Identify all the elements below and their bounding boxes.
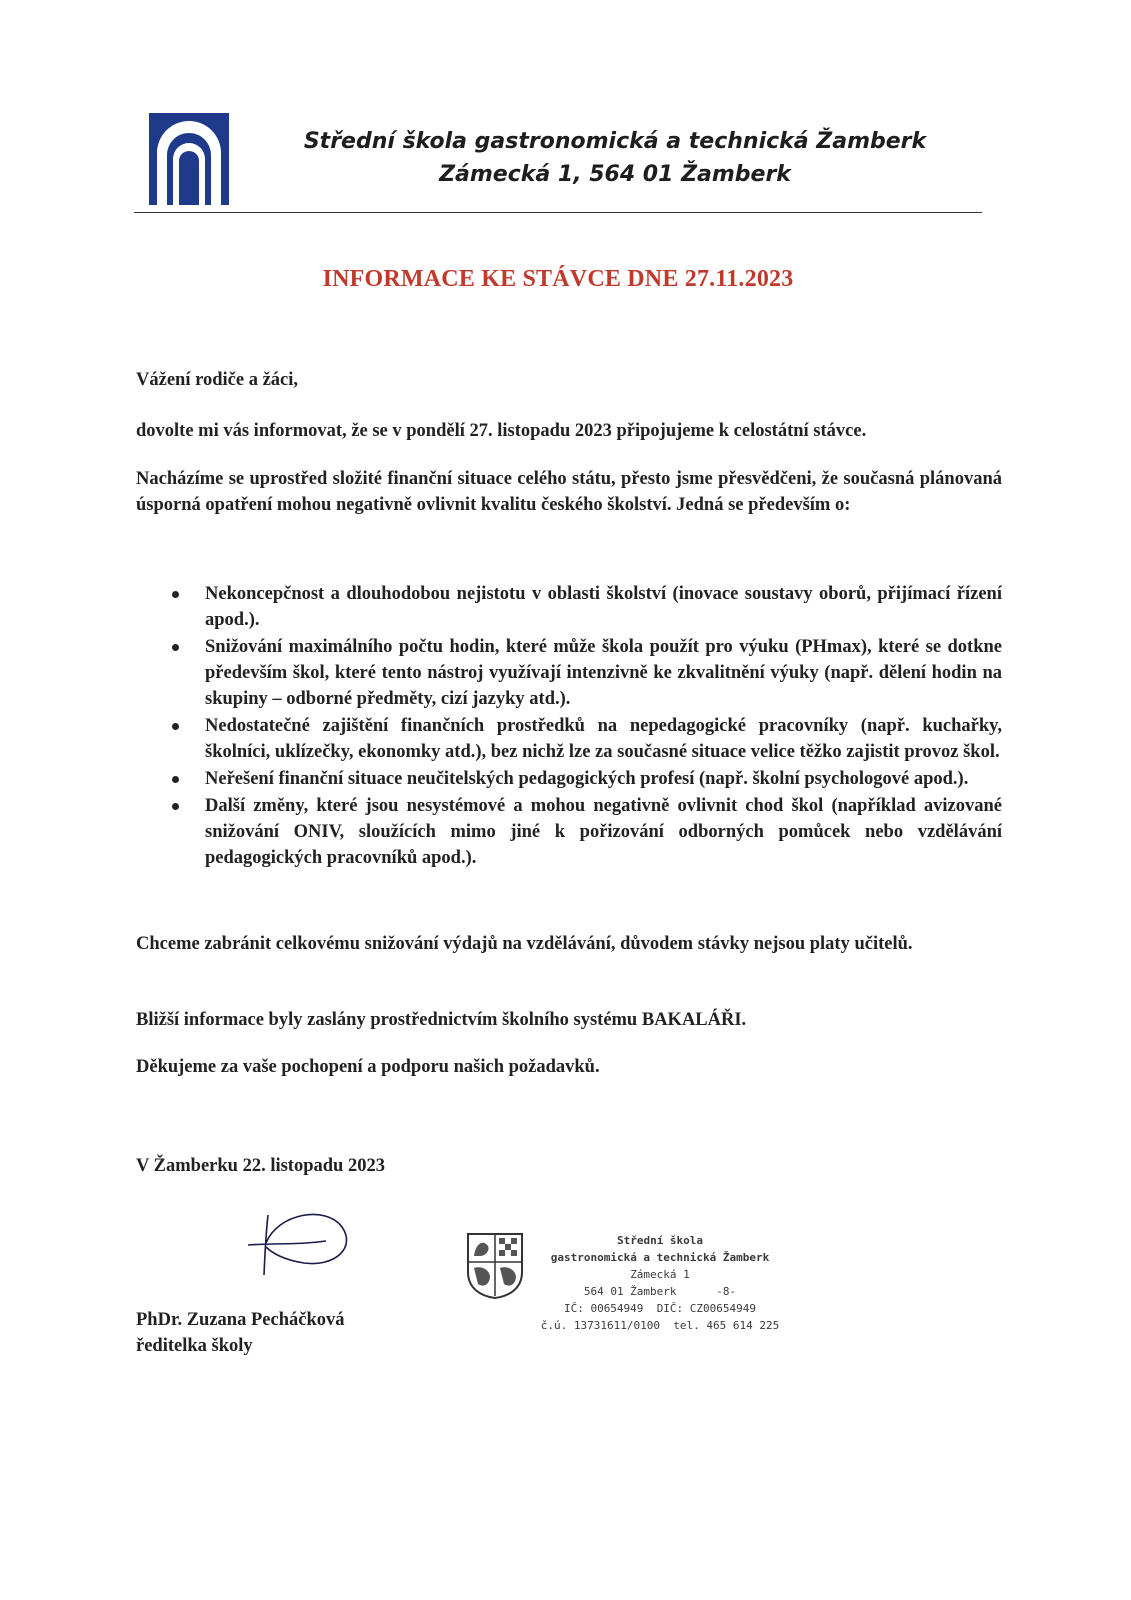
- school-arch-logo-icon: [149, 113, 229, 205]
- school-name: Střední škola gastronomická a technická Žamberk: [303, 129, 927, 154]
- school-address: Zámecká 1, 564 01 Žamberk: [439, 162, 791, 187]
- stamp-line: Střední škola: [616, 1234, 704, 1247]
- greeting: Vážení rodiče a žáci,: [136, 370, 299, 390]
- signer-name: PhDr. Zuzana Pecháčková: [136, 1310, 345, 1330]
- stamp-line: gastronomická a technická Žamberk: [550, 1251, 770, 1264]
- list-item: Neřešení finanční situace neučitelských pedagogických profesí (např. školní psychologové apod.).: [136, 766, 1002, 792]
- header-divider: [134, 212, 982, 213]
- stamp-line: Zámecká 1: [630, 1268, 690, 1281]
- paragraph-goal: Chceme zabránit celkovému snižování výdajů na vzdělávání, důvodem stávky nejsou platy učitelů.: [136, 934, 913, 954]
- bullet-icon: [172, 723, 179, 730]
- list-item: Nekoncepčnost a dlouhodobou nejistotu v oblasti školství (inovace soustavy oborů, přijímací řízení apod.).: [136, 581, 1002, 633]
- place-and-date: V Žamberku 22. listopadu 2023: [136, 1156, 385, 1176]
- list-item: Nedostatečné zajištění finančních prostředků na nepedagogické pracovníky (např. kuchařky, školníci, uklízečky, ekonomky atd.), bez nichž lze za současné situace velice těžko zajistit provoz škol.: [136, 713, 1002, 765]
- school-header: [290, 125, 940, 191]
- paragraph-situation: Nacházíme se uprostřed složité finanční situace celého státu, přesto jsme přesvědčeni, že současná plánovaná úsporná opatření mohou negativně ovlivnit kvalitu českého školství. Jedná se především o:: [136, 469, 1002, 515]
- school-stamp: [540, 1232, 780, 1334]
- paragraph-strike-announcement: dovolte mi vás informovat, že se v pondělí 27. listopadu 2023 připojujeme k celostátní stávce.: [136, 421, 867, 441]
- bullet-icon: [172, 591, 179, 598]
- paragraph-more-info: Bližší informace byly zaslány prostřednictvím školního systému BAKALÁŘI.: [136, 1010, 747, 1030]
- handwritten-signature: [238, 1205, 358, 1285]
- paragraph-thanks: Děkujeme za vaše pochopení a podporu našich požadavků.: [136, 1057, 600, 1077]
- list-item: Snižování maximálního počtu hodin, které může škola použít pro výuku (PHmax), které se dotkne především škol, které tento nástroj využívají intenzivně ke zkvalitnění výuky (např. dělení hodin na skupiny – odborné předměty, cizí jazyky atd.).: [136, 634, 1002, 712]
- reasons-list: [136, 581, 1002, 872]
- stamp-line: IČ: 00654949 DIČ: CZ00654949: [563, 1302, 757, 1315]
- list-item: Další změny, které jsou nesystémové a mohou negativně ovlivnit chod škol (například avizované snižování ONIV, sloužících mimo jiné k pořizování odborných pomůcek nebo vzdělávání pedagogických pracovníků apod.).: [136, 793, 1002, 871]
- stamp-line: č.ú. 13731611/0100 tel. 465 614 225: [540, 1319, 780, 1332]
- stamp-line: 564 01 Žamberk -8-: [583, 1285, 737, 1298]
- bullet-icon: [172, 644, 179, 651]
- czech-coat-of-arms-icon: [466, 1232, 524, 1300]
- document-title: INFORMACE KE STÁVCE DNE 27.11.2023: [322, 266, 794, 292]
- bullet-icon: [172, 803, 179, 810]
- bullet-icon: [172, 776, 179, 783]
- signer-role: ředitelka školy: [136, 1336, 253, 1356]
- signer-block: [136, 1307, 344, 1359]
